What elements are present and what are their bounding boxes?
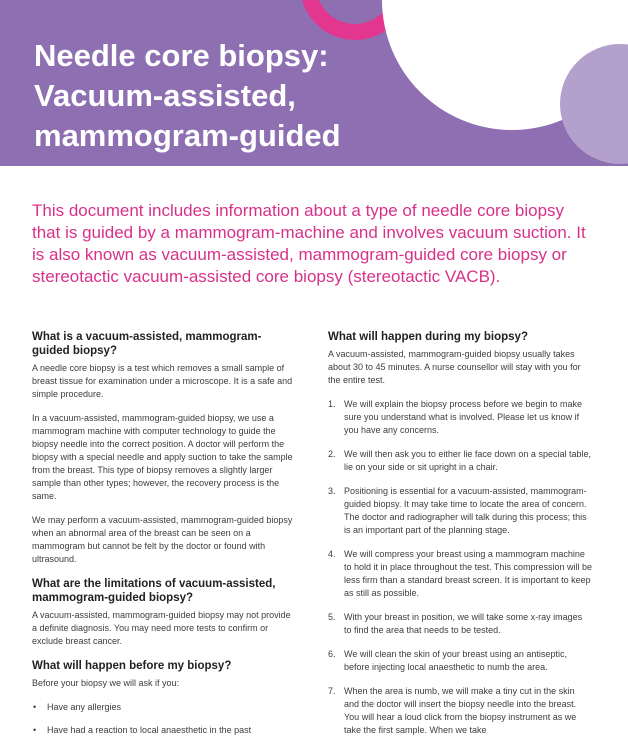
step-number: 3. xyxy=(328,486,336,496)
step-number: 2. xyxy=(328,449,336,459)
step-text: Positioning is essential for a vacuum-assisted, mammogram-guided biopsy. It may take time to locate the area of concern. The doctor and radiographer will talk during this process; this is an important part of the planning stage. xyxy=(344,486,587,535)
section-heading: What are the limitations of vacuum-assisted, mammogram-guided biopsy? xyxy=(32,578,276,604)
list-item: • Have any allergies xyxy=(32,701,294,714)
list-item xyxy=(328,398,592,437)
paragraph: Before your biopsy we will ask if you: xyxy=(32,678,180,688)
list-item xyxy=(328,548,592,600)
step-text: We will clean the skin of your breast using an antiseptic, before injecting local anaesthetic to numb the area. xyxy=(344,649,567,672)
step-number: 7. xyxy=(328,686,336,696)
section-heading: What is a vacuum-assisted, mammogram-guided biopsy? xyxy=(32,331,262,357)
paragraph: A vacuum-assisted, mammogram-guided biopsy usually takes about 30 to 45 minutes. A nurse counsellor will stay with you for the entire test. xyxy=(328,349,581,385)
list-item xyxy=(328,485,592,537)
step-number: 6. xyxy=(328,649,336,659)
page-title: Needle core biopsy: Vacuum-assisted, mammogram-guided xyxy=(34,38,341,153)
section-heading: What will happen before my biopsy? xyxy=(32,660,232,672)
step-text: With your breast in position, we will take some x-ray images to find the area that needs to be tested. xyxy=(344,612,583,635)
step-text: We will then ask you to either lie face down on a special table, lie on your side or sit upright in a chair. xyxy=(344,449,591,472)
paragraph: A needle core biopsy is a test which removes a small sample of breast tissue for examination under a microscope. It is a safe and simple procedure. xyxy=(32,363,293,399)
step-number: 1. xyxy=(328,399,336,409)
paragraph: We may perform a vacuum-assisted, mammogram-guided biopsy when an abnormal area of the breast can be seen on a mammogram but cannot be felt by the doctor or found with ultrasound. xyxy=(32,515,293,564)
list-item xyxy=(328,648,592,674)
step-text: When the area is numb, we will make a tiny cut in the skin and the doctor will insert the biopsy needle into the breast. You will hear a loud click from the biopsy instrument as we take the first sample. When we take xyxy=(344,686,577,735)
list-item xyxy=(328,448,592,474)
right-column xyxy=(328,330,592,748)
step-text: We will compress your breast using a mammogram machine to hold it in place throughout the test. This compression will be less firm than a standard breast screen. It is important to keep as still as possible. xyxy=(344,549,592,598)
bullet-list xyxy=(32,701,294,737)
step-number: 5. xyxy=(328,612,336,622)
numbered-list xyxy=(328,398,592,737)
left-column xyxy=(32,330,294,747)
list-item xyxy=(328,611,592,637)
intro-paragraph: This document includes information about a type of needle core biopsy that is guided by a mammogram-machine and involves vacuum suction. It is also known as vacuum-assisted, mammogram-guided core biopsy or stereotactic vacuum-assisted core biopsy (stereotactic VACB). xyxy=(32,201,586,286)
list-item xyxy=(328,685,592,737)
section-heading: What will happen during my biopsy? xyxy=(328,331,528,343)
step-text: We will explain the biopsy process before we begin to make sure you understand what is involved. Please let us know if you have any concerns. xyxy=(344,399,582,435)
step-number: 4. xyxy=(328,549,336,559)
paragraph: A vacuum-assisted, mammogram-guided biopsy may not provide a definite diagnosis. You may need more tests to confirm or exclude breast cancer. xyxy=(32,610,291,646)
header-banner xyxy=(0,0,628,166)
list-item: • Have had a reaction to local anaesthetic in the past xyxy=(32,724,294,737)
paragraph: In a vacuum-assisted, mammogram-guided biopsy, we use a mammogram machine with computer technology to guide the biopsy needle into the correct position. A doctor will perform the biopsy with a special needle and apply suction to take the sample from the breast. This type of biopsy removes a slightly larger sample than other types; however, the recovery process is the same. xyxy=(32,413,293,501)
